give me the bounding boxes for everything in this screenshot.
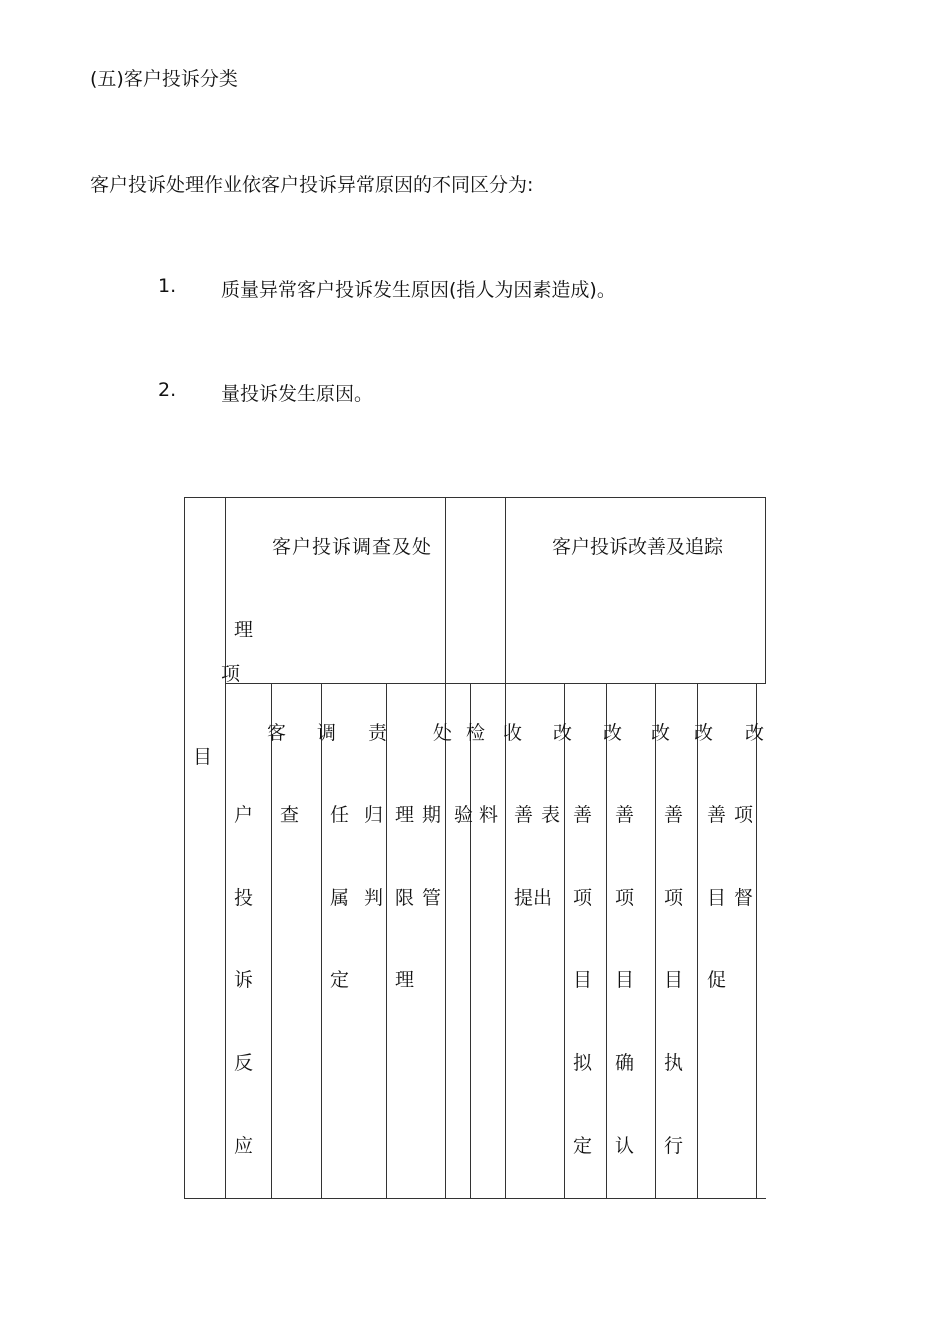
col-char: 提出 bbox=[514, 887, 553, 909]
col-char: 处 bbox=[433, 722, 453, 744]
col-char: 改 bbox=[694, 722, 714, 744]
col-char: 理 bbox=[395, 969, 415, 991]
table-border bbox=[564, 683, 565, 1199]
table-border bbox=[445, 497, 446, 1199]
col-char: 表 bbox=[541, 804, 561, 826]
col-char: 反 bbox=[234, 1052, 254, 1074]
table-border bbox=[184, 497, 185, 1199]
col-char: 验 bbox=[454, 804, 474, 826]
table-border bbox=[765, 497, 766, 684]
table-border bbox=[756, 683, 757, 1199]
col-char: 应 bbox=[234, 1135, 254, 1157]
table-border bbox=[386, 683, 387, 1199]
col-char: 项 bbox=[573, 887, 593, 909]
col-char: 目 bbox=[615, 969, 635, 991]
col-char: 责 bbox=[368, 722, 388, 744]
table-border bbox=[271, 683, 272, 1199]
table-border bbox=[606, 683, 607, 1199]
col-char: 改 bbox=[553, 722, 573, 744]
col-char: 理 bbox=[395, 804, 415, 826]
col-char: 项 bbox=[615, 887, 635, 909]
list-text: 量投诉发生原因。 bbox=[221, 383, 374, 405]
col-char: 投 bbox=[234, 887, 254, 909]
corner-char: 目 bbox=[193, 746, 213, 768]
col-char: 调 bbox=[317, 722, 337, 744]
col-char: 限 bbox=[395, 887, 415, 909]
col-char: 拟 bbox=[573, 1052, 593, 1074]
col-char: 目 bbox=[707, 887, 727, 909]
col-char: 定 bbox=[573, 1135, 593, 1157]
section-title: (五)客户投诉分类 bbox=[90, 68, 238, 90]
table-border bbox=[505, 497, 506, 1199]
col-char: 诉 bbox=[234, 969, 254, 991]
col-char: 任 bbox=[330, 804, 350, 826]
col-char: 查 bbox=[280, 804, 300, 826]
corner-char: 理 bbox=[234, 619, 254, 641]
col-char: 确 bbox=[615, 1052, 635, 1074]
col-char: 督 bbox=[734, 887, 754, 909]
list-text: 质量异常客户投诉发生原因(指人为因素造成)。 bbox=[221, 279, 616, 301]
col-char: 善 bbox=[573, 804, 593, 826]
col-char: 行 bbox=[664, 1135, 684, 1157]
table-border bbox=[321, 683, 322, 1199]
col-char: 善 bbox=[615, 804, 635, 826]
corner-char: 项 bbox=[221, 663, 241, 685]
list-number: 2. bbox=[158, 379, 177, 401]
col-char: 善 bbox=[664, 804, 684, 826]
col-char: 改 bbox=[603, 722, 623, 744]
col-char: 定 bbox=[330, 969, 350, 991]
group-header-investigation: 客户投诉调查及处 bbox=[272, 536, 433, 558]
col-char: 目 bbox=[573, 969, 593, 991]
table-border bbox=[225, 683, 766, 684]
list-number: 1. bbox=[158, 275, 177, 297]
col-char: 目 bbox=[664, 969, 684, 991]
col-char: 改 bbox=[745, 722, 765, 744]
col-char: 项 bbox=[664, 887, 684, 909]
col-char: 执 bbox=[664, 1052, 684, 1074]
col-char: 客 bbox=[267, 722, 287, 744]
table-border bbox=[655, 683, 656, 1199]
col-char: 属 bbox=[330, 887, 350, 909]
col-char: 户 bbox=[234, 804, 254, 826]
col-char: 管 bbox=[422, 887, 442, 909]
col-char: 归 bbox=[364, 804, 384, 826]
table-border bbox=[470, 683, 471, 1199]
col-char: 善 bbox=[707, 804, 727, 826]
group-header-improvement: 客户投诉改善及追踪 bbox=[552, 536, 724, 558]
intro-paragraph: 客户投诉处理作业依客户投诉异常原因的不同区分为: bbox=[90, 174, 534, 196]
col-char: 认 bbox=[615, 1135, 635, 1157]
col-char: 善 bbox=[514, 804, 534, 826]
col-char: 收 bbox=[503, 722, 523, 744]
table-border bbox=[697, 683, 698, 1199]
col-char: 检 bbox=[466, 722, 486, 744]
col-char: 项 bbox=[734, 804, 754, 826]
col-char: 期 bbox=[422, 804, 442, 826]
table-border bbox=[184, 497, 766, 498]
table-border bbox=[225, 497, 226, 1199]
col-char: 改 bbox=[651, 722, 671, 744]
col-char: 判 bbox=[364, 887, 384, 909]
col-char: 促 bbox=[707, 969, 727, 991]
col-char: 料 bbox=[479, 804, 499, 826]
